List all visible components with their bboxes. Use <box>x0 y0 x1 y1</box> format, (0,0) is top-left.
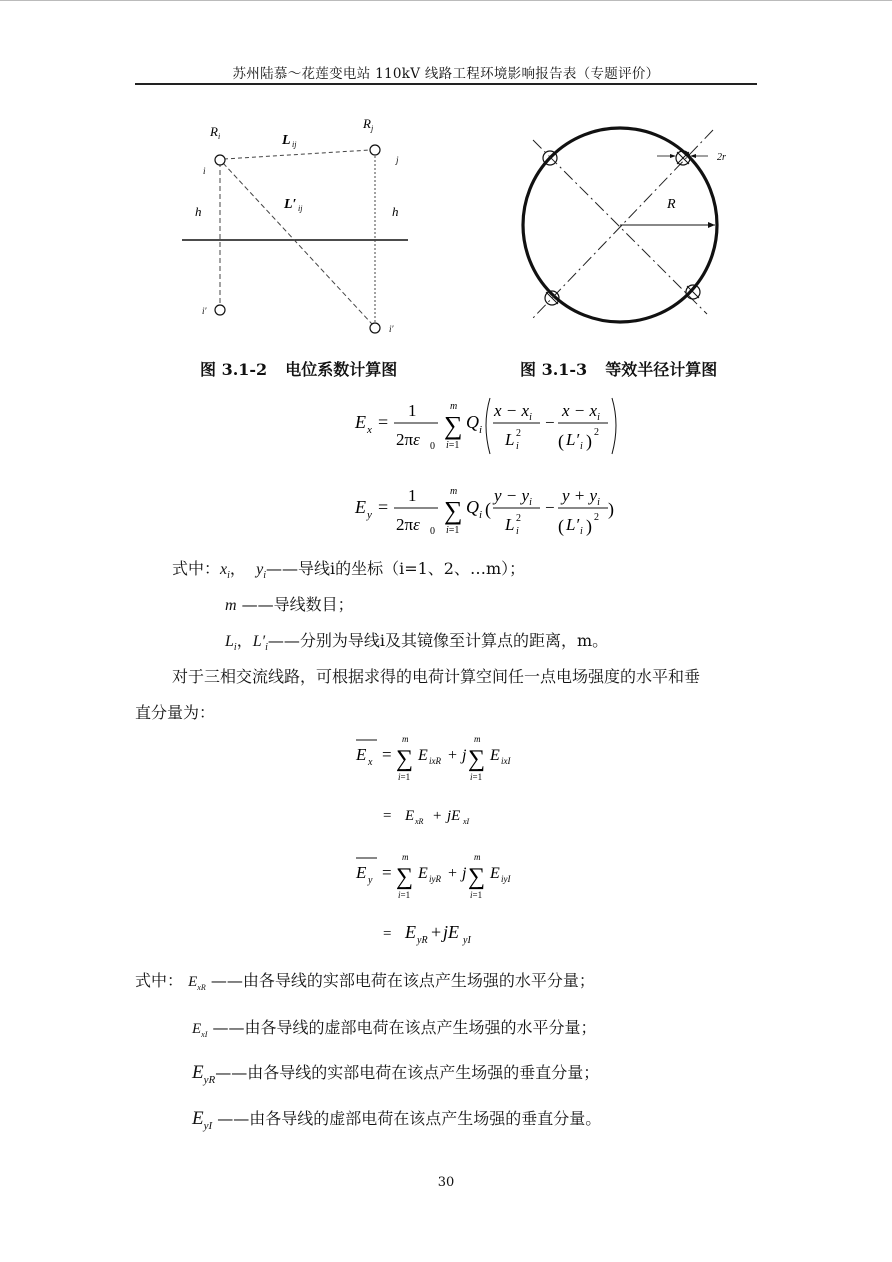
svg-text:y − yi: $y - y_i$ <box>494 486 532 508</box>
svg-text:E: E <box>356 863 367 882</box>
def-ExR: 式中： $E_{xR}$ ——由各导线的实部电荷在该点产生场强的水平分量； <box>135 971 595 992</box>
svg-text:−: − <box>545 413 555 432</box>
svg-text:i: i <box>516 441 519 452</box>
equation-ey-result <box>375 918 525 950</box>
svg-text:0: 0 <box>430 441 435 452</box>
equation-ex <box>350 390 640 470</box>
page-header: 苏州陆慕～花莲变电站 110kV 线路工程环境影响报告表（专题评价） <box>232 66 660 82</box>
svg-text:i=1: i=1 <box>446 440 460 451</box>
svg-text:Q: Q <box>466 497 479 517</box>
svg-text:L: L <box>505 515 515 534</box>
svg-text:i: i <box>479 509 483 521</box>
svg-text:E: E <box>418 747 428 764</box>
svg-text:=: = <box>378 412 389 432</box>
label-Rj-sub: j <box>371 124 374 133</box>
svg-text:m: m <box>474 734 481 744</box>
svg-text:(: ( <box>558 431 564 451</box>
page-number: 30 <box>437 1175 455 1190</box>
caption-text-1: 电位系数计算图 <box>285 360 398 379</box>
caption-text-2: 等效半径计算图 <box>605 360 718 379</box>
def-EyR-text: ——由各导线的实部电荷在该点产生场强的垂直分量； <box>215 1063 600 1082</box>
def-lead-2: 式中： <box>135 971 184 990</box>
paragraph-line-1: 对于三相交流线路，可根据求得的电荷计算空间任一点电场强度的水平和垂 <box>172 667 701 686</box>
svg-text:2πε: 2πε <box>396 515 420 534</box>
def-ExI: $E_{xI}$ ——由各导线的虚部电荷在该点产生场强的水平分量； <box>192 1018 597 1039</box>
svg-text:i: i <box>479 424 483 436</box>
svg-text:2: 2 <box>594 512 599 523</box>
svg-text:i: i <box>580 526 583 537</box>
figure-caption-2 <box>520 357 717 380</box>
caption-number-1: 图 3.1-2 <box>200 360 268 379</box>
svg-text:yI: yI <box>463 935 471 946</box>
svg-text:+: + <box>431 922 442 942</box>
svg-text:i=1: i=1 <box>446 525 460 536</box>
svg-text:=: = <box>383 808 392 824</box>
svg-text:(: ( <box>558 516 564 536</box>
label-Ri-sub: i <box>218 132 221 141</box>
page-top-border <box>0 0 892 1</box>
svg-text:): ) <box>586 516 592 536</box>
def-m: m ——导线数目； <box>225 595 354 614</box>
svg-text:+: + <box>433 808 442 824</box>
def-EyI: $E_{yI}$ ——由各导线的虚部电荷在该点产生场强的垂直分量。 <box>192 1108 602 1132</box>
svg-text:jE: jE <box>443 922 459 942</box>
svg-text:2: 2 <box>516 428 521 439</box>
label-Lij: L <box>282 133 291 148</box>
svg-text:L′: L′ <box>566 515 580 534</box>
def-L: $L_i$，$L'_i——$分别为导线i及其镜像至计算点的距离，m。 <box>225 631 609 654</box>
svg-text:y + yi: $y + y_i$ <box>562 486 600 508</box>
svg-text:j: j <box>462 865 467 882</box>
paragraph-line-2: 直分量为： <box>135 703 216 722</box>
svg-text:x: x <box>367 424 372 436</box>
def-lead-1: 式中： <box>172 559 221 578</box>
svg-text:L′: L′ <box>566 430 580 449</box>
svg-text:xI: xI <box>463 817 470 826</box>
svg-text:E: E <box>356 745 367 764</box>
svg-text:i=1: i=1 <box>470 772 483 782</box>
svg-text:∑: ∑ <box>468 864 486 890</box>
svg-text:∑: ∑ <box>444 411 463 440</box>
svg-text:∑: ∑ <box>396 864 414 890</box>
svg-text:ixR: ixR <box>429 756 441 766</box>
svg-text:m: m <box>474 852 481 862</box>
svg-text:m: m <box>450 486 458 497</box>
figure-caption-1 <box>200 357 397 380</box>
def-L-text: ——分别为导线i及其镜像至计算点的距离，m。 <box>267 631 609 650</box>
svg-text:∑: ∑ <box>396 746 414 772</box>
svg-text:i: i <box>516 526 519 537</box>
label-i-prime: i′ <box>202 306 207 316</box>
svg-text:E: E <box>418 865 428 882</box>
equation-ex-vector <box>350 730 550 790</box>
equation-ex-result <box>375 800 525 830</box>
label-hj: h <box>392 204 399 219</box>
svg-text:xR: xR <box>415 817 424 826</box>
svg-text:=: = <box>383 926 392 942</box>
label-Lpij-sub: ij <box>298 204 303 213</box>
label-i: i <box>203 166 206 176</box>
label-Lpij: L′ <box>284 197 297 212</box>
svg-text:1: 1 <box>408 401 417 420</box>
svg-text:=: = <box>378 497 389 517</box>
svg-text:i=1: i=1 <box>398 890 411 900</box>
svg-text:E: E <box>490 865 500 882</box>
label-j: j <box>396 155 399 165</box>
svg-text:ixI: ixI <box>501 756 511 766</box>
label-Ri: R <box>210 124 218 139</box>
def-coordinates: 式中：$x_i$， $y_i——$导线i的坐标（i=1、2、…m）； <box>172 559 526 582</box>
svg-text:i=1: i=1 <box>470 890 483 900</box>
svg-text:∑: ∑ <box>468 746 486 772</box>
svg-text:yR: yR <box>417 935 428 946</box>
svg-text:m: m <box>402 734 409 744</box>
svg-text:y: y <box>367 509 372 521</box>
label-hi: h <box>195 204 202 219</box>
def-EyI-text: ——由各导线的虚部电荷在该点产生场强的垂直分量。 <box>217 1109 602 1128</box>
svg-text:x − xi: $x - x_i$ <box>494 401 532 423</box>
svg-text:j: j <box>462 747 467 764</box>
svg-text:=: = <box>382 745 392 764</box>
svg-text:2: 2 <box>594 427 599 438</box>
svg-text:E: E <box>355 497 366 517</box>
def-ExR-text: ——由各导线的实部电荷在该点产生场强的水平分量； <box>210 971 595 990</box>
label-Rj: R <box>363 116 371 131</box>
label-2r: 2r <box>717 152 726 163</box>
svg-text:iyR: iyR <box>429 874 441 884</box>
svg-text:x − xi: $x - x_i$ <box>562 401 600 423</box>
equation-ey-vector <box>350 848 550 908</box>
svg-text:L: L <box>505 430 515 449</box>
svg-text:i=1: i=1 <box>398 772 411 782</box>
def-ExI-text: ——由各导线的虚部电荷在该点产生场强的水平分量； <box>212 1018 597 1037</box>
svg-text:(: ( <box>485 499 491 519</box>
svg-text:∑: ∑ <box>444 496 463 525</box>
equation-ey <box>350 475 640 555</box>
svg-text:iyI: iyI <box>501 874 511 884</box>
svg-text:i: i <box>580 441 583 452</box>
def-coordinates-text: ——导线i的坐标（i=1、2、…m）； <box>265 559 526 578</box>
svg-text:0: 0 <box>430 526 435 537</box>
svg-text:=: = <box>382 863 392 882</box>
svg-text:+: + <box>448 747 458 764</box>
svg-text:2: 2 <box>516 513 521 524</box>
svg-text:E: E <box>405 922 416 942</box>
svg-text:E: E <box>490 747 500 764</box>
svg-text:1: 1 <box>408 486 417 505</box>
label-j-prime: i′ <box>389 324 394 334</box>
figure-potential-coefficient <box>170 110 420 345</box>
svg-text:+: + <box>448 865 458 882</box>
svg-text:E: E <box>405 808 415 824</box>
svg-text:Q: Q <box>466 412 479 432</box>
svg-text:x: x <box>368 757 373 768</box>
svg-text:m: m <box>450 401 458 412</box>
label-Lij-sub: ij <box>292 140 297 149</box>
def-EyR: $E_{yR}——$由各导线的实部电荷在该点产生场强的垂直分量； <box>192 1062 600 1086</box>
svg-text:jE: jE <box>447 808 461 824</box>
svg-text:): ) <box>586 431 592 451</box>
svg-text:2πε: 2πε <box>396 430 420 449</box>
figure-equivalent-radius <box>505 118 750 343</box>
caption-number-2: 图 3.1-3 <box>520 360 588 379</box>
svg-text:): ) <box>608 499 614 519</box>
svg-text:−: − <box>545 498 555 517</box>
def-m-text: ——导线数目； <box>241 595 354 614</box>
svg-text:m: m <box>402 852 409 862</box>
svg-text:y: y <box>368 875 373 886</box>
header-rule <box>135 83 757 85</box>
label-R: R <box>667 197 676 212</box>
svg-text:E: E <box>355 412 366 432</box>
